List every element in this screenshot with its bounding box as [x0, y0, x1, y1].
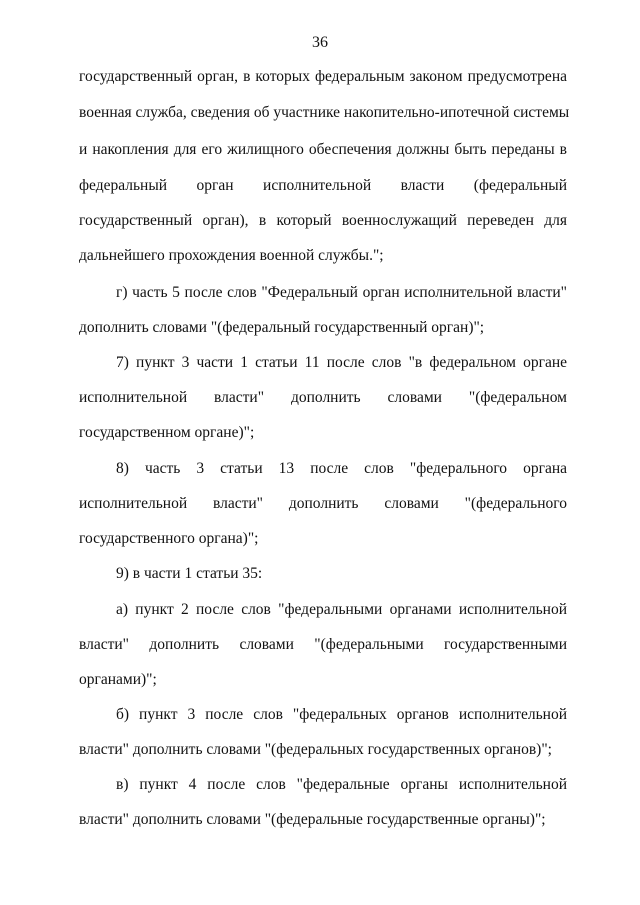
text-line: государственном органе)";: [79, 424, 255, 441]
text-line: дальнейшего прохождения военной службы.";: [79, 247, 384, 264]
paragraph-first-line: г) часть 5 после слов "Федеральный орган исполнительной власти": [116, 284, 567, 301]
paragraph-first-line: 9) в части 1 статьи 35:: [116, 565, 263, 582]
text-line: власти" дополнить словами "(федеральные государственные органы)";: [79, 811, 546, 828]
text-line: власти" дополнить словами "(федеральных государственных органов)";: [79, 741, 552, 758]
text-line: власти" дополнить словами "(федеральными государственными: [79, 636, 567, 653]
text-line: и накопления для его жилищного обеспечения должны быть переданы в: [79, 141, 567, 158]
text-line: военная служба, сведения об участнике накопительно-ипотечной системы: [79, 104, 570, 121]
paragraph-first-line: 7) пункт 3 части 1 статьи 11 после слов "в федеральном органе: [116, 354, 567, 371]
text-line: государственный орган), в который военнослужащий переведен для: [79, 212, 567, 229]
text-line: государственный орган, в которых федеральным законом предусмотрена: [79, 68, 567, 85]
text-line: исполнительной власти" дополнить словами "(федерального: [79, 495, 567, 512]
paragraph-first-line: в) пункт 4 после слов "федеральные органы исполнительной: [116, 776, 567, 793]
text-line: федеральный орган исполнительной власти (федеральный: [79, 177, 567, 194]
text-line: государственного органа)";: [79, 530, 259, 547]
text-line: дополнить словами "(федеральный государственный орган)";: [79, 319, 485, 336]
page-number: 36: [312, 34, 328, 51]
text-line: исполнительной власти" дополнить словами "(федеральном: [79, 389, 567, 406]
paragraph-first-line: а) пункт 2 после слов "федеральными органами исполнительной: [116, 601, 567, 618]
text-line: органами)";: [79, 671, 157, 688]
paragraph-first-line: 8) часть 3 статьи 13 после слов "федерального органа: [116, 460, 567, 477]
paragraph-first-line: б) пункт 3 после слов "федеральных органов исполнительной: [116, 706, 567, 723]
